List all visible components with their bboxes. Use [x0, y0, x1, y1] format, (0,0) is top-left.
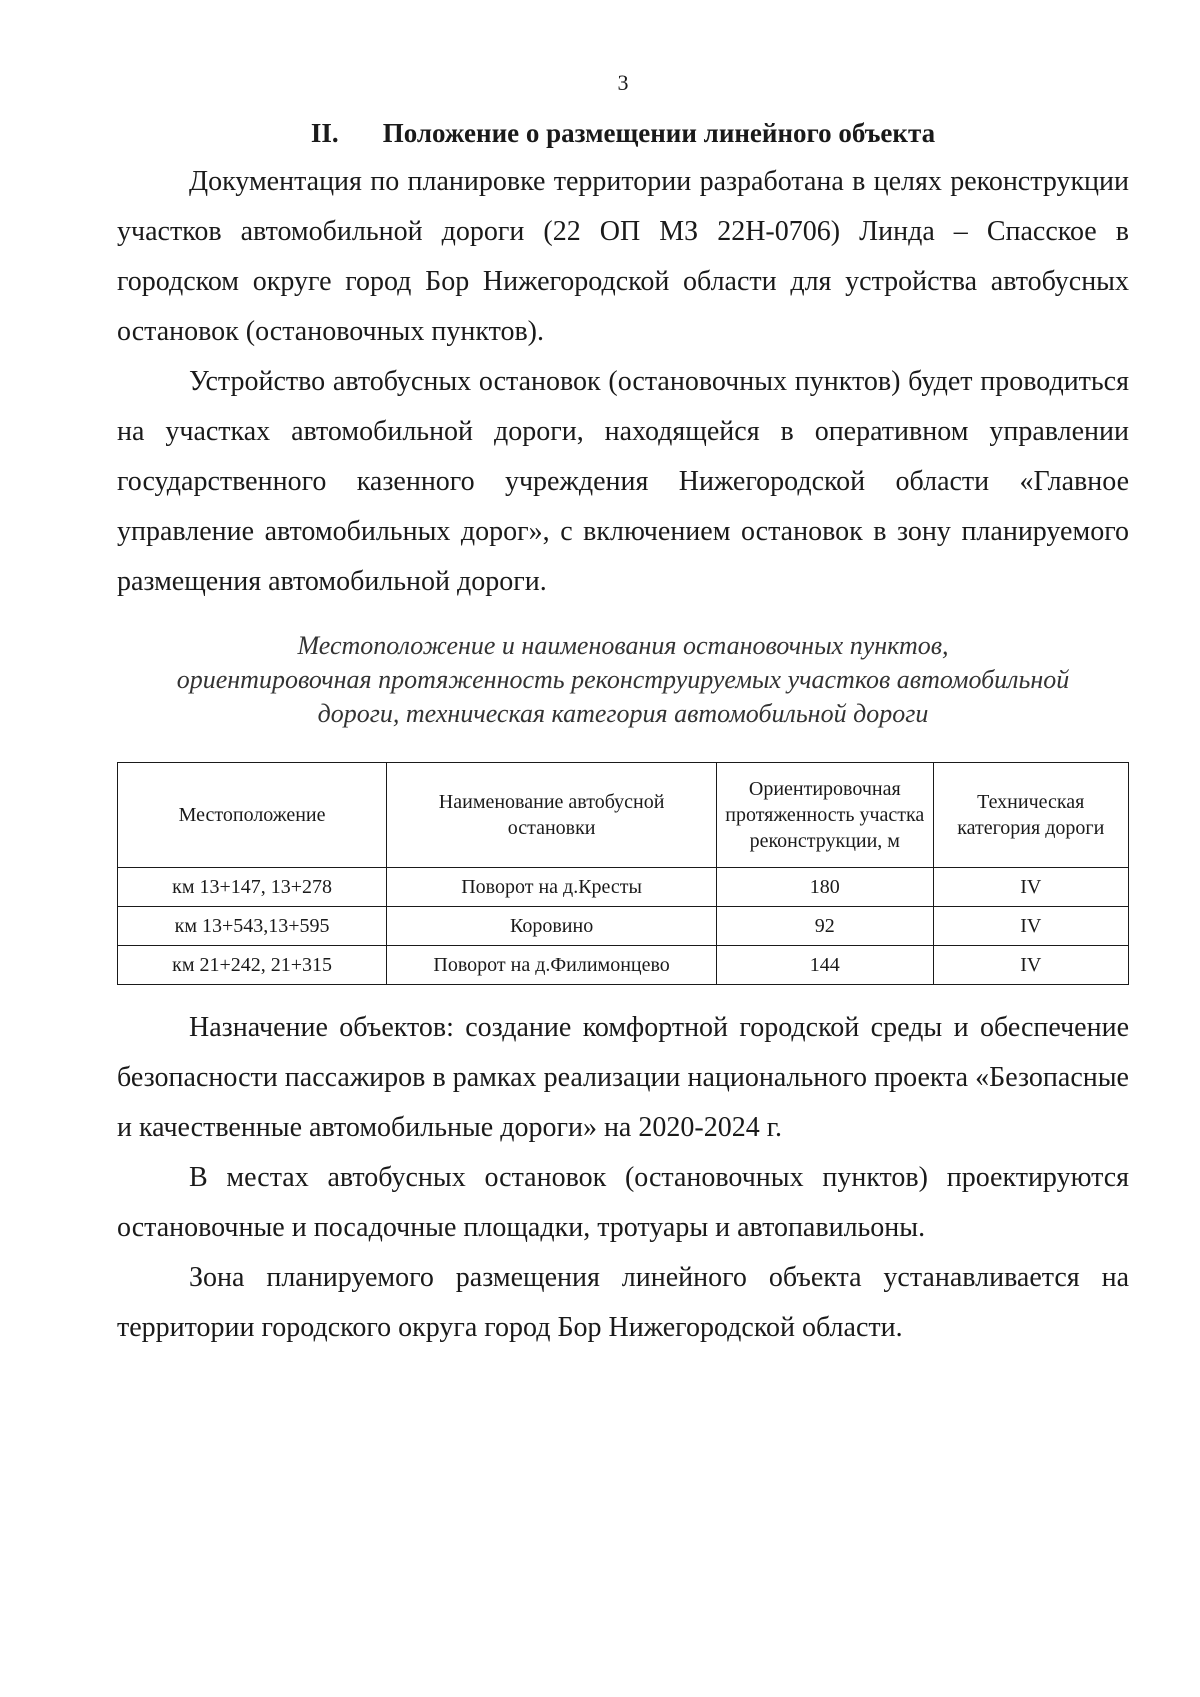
- cell-length: 92: [717, 907, 933, 946]
- cell-length: 180: [717, 868, 933, 907]
- header-location: Местоположение: [118, 763, 387, 868]
- cell-category: IV: [933, 868, 1128, 907]
- intro-paragraphs: [117, 157, 1129, 607]
- cell-length: 144: [717, 946, 933, 985]
- table-caption: [117, 629, 1129, 731]
- table-row: [118, 946, 1129, 985]
- cell-location: км 13+543,13+595: [118, 907, 387, 946]
- cell-category: IV: [933, 946, 1128, 985]
- section-number: II.: [310, 118, 339, 148]
- paragraph-facilities: В местах автобусных остановок (остановочных пунктов) проектируются остановочные и посадочные площадки, тротуары и автопавильоны.: [117, 1162, 1129, 1243]
- cell-location: км 21+242, 21+315: [118, 946, 387, 985]
- table-caption-line: дороги, техническая категория автомобильной дороги: [317, 699, 929, 728]
- header-category: Техническая категория дороги: [933, 763, 1128, 868]
- paragraph-management: Устройство автобусных остановок (остановочных пунктов) будет проводиться на участках автомобильной дороги, находящейся в оперативном управлении государственного казенного учреждения Нижегородской области «Главное управление автомобильных дорог», с включением остановок в зону планируемого размещения автомобильной дороги.: [117, 366, 1129, 597]
- table-row: [118, 907, 1129, 946]
- paragraph-objective: Назначение объектов: создание комфортной городской среды и обеспечение безопасности пассажиров в рамках реализации национального проекта «Безопасные и качественные автомобильные дороги» на 2020-2024 г.: [117, 1012, 1129, 1143]
- bus-stops-table: [117, 762, 1129, 985]
- header-stop-name: Наименование автобусной остановки: [387, 763, 717, 868]
- table-header-row: [118, 763, 1129, 868]
- table-caption-line: Местоположение и наименования остановочных пунктов,: [297, 631, 949, 660]
- header-length: Ориентировочная протяженность участка реконструкции, м: [717, 763, 933, 868]
- cell-category: IV: [933, 907, 1128, 946]
- paragraph-purpose: Документация по планировке территории разработана в целях реконструкции участков автомобильной дороги (22 ОП МЗ 22Н-0706) Линда – Спасское в городском округе город Бор Нижегородской области для устройства автобусных остановок (остановочных пунктов).: [117, 166, 1129, 347]
- section-heading: [117, 115, 1129, 151]
- paragraph-zone: Зона планируемого размещения линейного объекта устанавливается на территории городского округа город Бор Нижегородской области.: [117, 1262, 1129, 1343]
- table-caption-line: ориентировочная протяженность реконструируемых участков автомобильной: [176, 665, 1070, 694]
- closing-paragraphs: [117, 1003, 1129, 1353]
- cell-location: км 13+147, 13+278: [118, 868, 387, 907]
- table-row: [118, 868, 1129, 907]
- cell-stop-name: Поворот на д.Кресты: [387, 868, 717, 907]
- cell-stop-name: Коровино: [387, 907, 717, 946]
- cell-stop-name: Поворот на д.Филимонцево: [387, 946, 717, 985]
- section-title: Положение о размещении линейного объекта: [382, 118, 936, 148]
- page-number: 3: [617, 70, 629, 95]
